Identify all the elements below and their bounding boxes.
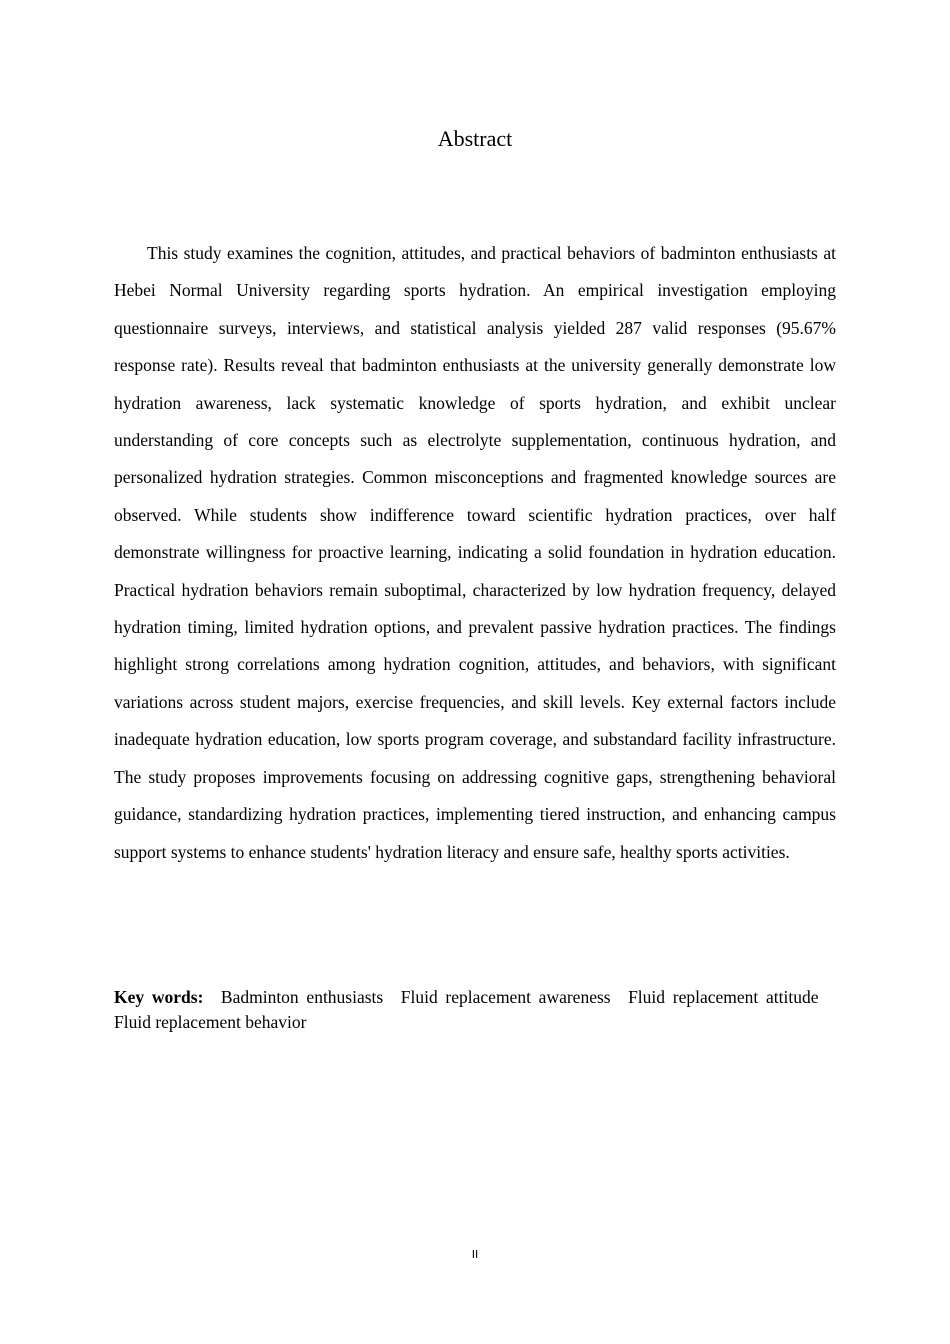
keywords-label: Key words:: [114, 987, 204, 1007]
keyword-term: Badminton enthusiasts: [220, 987, 384, 1007]
page-number: II: [471, 1248, 479, 1261]
keyword-term: Fluid replacement awareness: [400, 987, 611, 1007]
keyword-term: Fluid replacement attitude: [628, 987, 819, 1007]
keywords-line: [114, 985, 836, 1035]
abstract-paragraph: This study examines the cognition, attitudes, and practical behaviors of badminton enthusiasts at Hebei Normal University regarding sports hydration. An empirical investigation employing questionnaire surveys, interviews, and statistical analysis yielded 287 valid responses (95.67% response rate). Results reveal that badminton enthusiasts at the university generally demonstrate low hydration awareness, lack systematic knowledge of sports hydration, and exhibit unclear understanding of core concepts such as electrolyte supplementation, continuous hydration, and personalized hydration strategies. Common misconceptions and fragmented knowledge sources are observed. While students show indifference toward scientific hydration practices, over half demonstrate willingness for proactive learning, indicating a solid foundation in hydration education. Practical hydration behaviors remain suboptimal, characterized by low hydration frequency, delayed hydration timing, limited hydration options, and prevalent passive hydration practices. The findings highlight strong correlations among hydration cognition, attitudes, and behaviors, with significant variations across student majors, exercise frequencies, and skill levels. Key external factors include inadequate hydration education, low sports program coverage, and substandard facility infrastructure. The study proposes improvements focusing on addressing cognitive gaps, strengthening behavioral guidance, standardizing hydration practices, implementing tiered instruction, and enhancing campus support systems to enhance students' hydration literacy and ensure safe, healthy sports activities.: [114, 243, 836, 862]
page-title: Abstract: [437, 126, 513, 151]
keyword-term: Fluid replacement behavior: [114, 1012, 307, 1032]
